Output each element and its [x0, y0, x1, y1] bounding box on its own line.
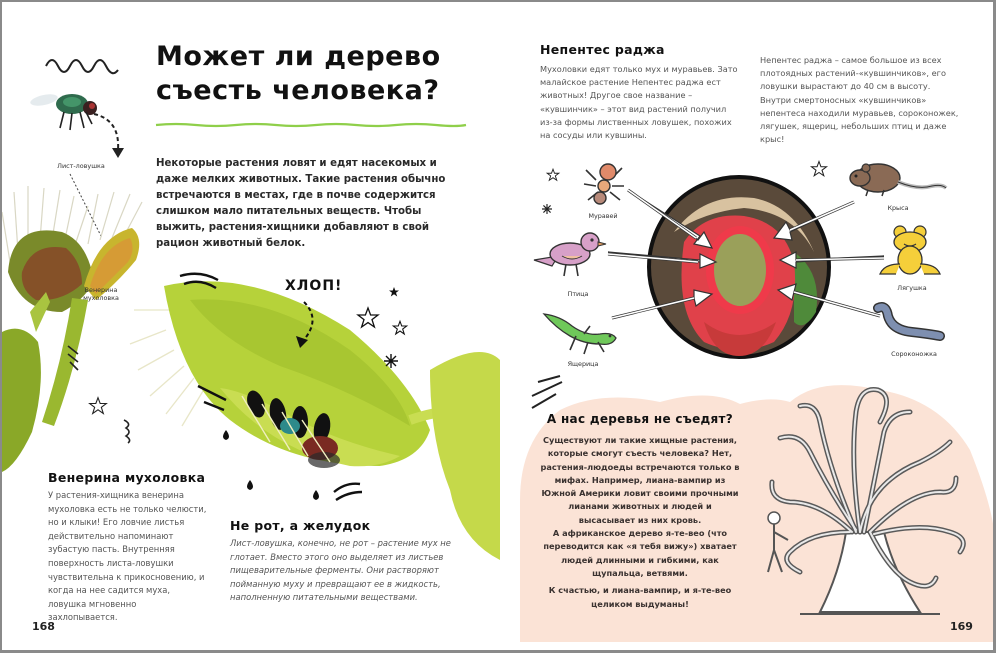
sound-effect-text: ХЛОП! — [285, 278, 343, 294]
page-number: 168 — [32, 620, 55, 633]
section-heading: Венерина мухоловка — [48, 470, 206, 485]
page-number: 169 — [950, 620, 973, 633]
bird-icon — [532, 230, 608, 278]
section-text: Мухоловки едят только мух и муравьев. Зато малайское растение Непентес раджа ест животных! Другое свое название – «кувшинчик» – этот вид растений получил из-за формы лиственных ловушек, похожих на сосуды или кувшины. — [540, 64, 738, 141]
animal-label: Ящерица — [567, 360, 599, 368]
motion-lines-icon — [530, 378, 570, 412]
lizard-icon — [540, 306, 620, 356]
animal-label: Сороконожка — [891, 350, 937, 358]
animal-label: Птица — [567, 290, 589, 298]
animal-label: Крыса — [887, 204, 909, 212]
trap-leaf-label: Лист-ловушка — [57, 162, 105, 170]
page-title: Может ли дерево съесть человека? — [156, 41, 441, 106]
section-heading: Непентес раджа — [540, 42, 665, 57]
animal-label: Муравей — [588, 212, 618, 220]
intro-paragraph: Некоторые растения ловят и едят насекомых и даже мелких животных. Такие растения обычно встречаются в местах, где в почве содержится слишком мало питательных веществ. Чтобы выжить, растения-хищники добавляют в свой рацион животный белок. — [156, 158, 446, 249]
centipede-icon — [872, 300, 944, 344]
section-text: Непентес раджа – самое большое из всех плотоядных растений-«кувшинчиков», его ловушки вырастают до 40 см в высоту. Внутри смертоносных «кувшинчиков» непентеса находили муравьев, сороконожек, лягушек, ящериц, небольших птиц и даже крыс! — [760, 55, 959, 145]
section-text-3: К счастью, и лиана-вампир, и я-те-вео целиком выдуманы! — [548, 585, 732, 609]
section-heading: А нас деревья не съедят? — [546, 412, 734, 426]
section-text: Лист-ловушка, конечно, не рот – растение мух не глотает. Вместо этого оно выделяет из листьев пищеварительные ферменты. Они растворяют пойманную муху и превращают ее в жидкость, наполненную питательными веществами. — [230, 538, 451, 603]
frog-icon — [878, 224, 942, 280]
animal-label: Лягушка — [897, 284, 927, 292]
tree-question-section — [540, 412, 740, 611]
section-text-1: Существуют ли такие хищные растения, которые смогут съесть человека? Нет, растения-людоеды встречаются только в мифах. Например, лиана-вампир из Южной Америки ловит своими прочными лианами животных и людей и высасывает из них кровь. — [540, 435, 740, 525]
section-text: У растения-хищника венерина мухоловка есть не только челюсти, но и клыки! Его ловчие листья действительно напоминают зубастую пасть. Внутренняя поверхность листа-ловушки чувствительна к прикосновению, и когда на нее садится муха, ловушка мгновенно захлопывается. — [48, 490, 207, 623]
section-text-2: А африканское дерево я-те-вео (что переводится как «я тебя вижу») хватает людей длинными и гибкими, как щупальца, ветвями. — [543, 528, 737, 578]
rat-icon — [848, 156, 948, 198]
tentacle-tree-illustration — [760, 382, 980, 622]
ant-icon — [578, 160, 630, 210]
section-heading: Не рот, а желудок — [230, 518, 371, 533]
venus-flytrap-label: Венерина мухоловка — [83, 286, 119, 302]
